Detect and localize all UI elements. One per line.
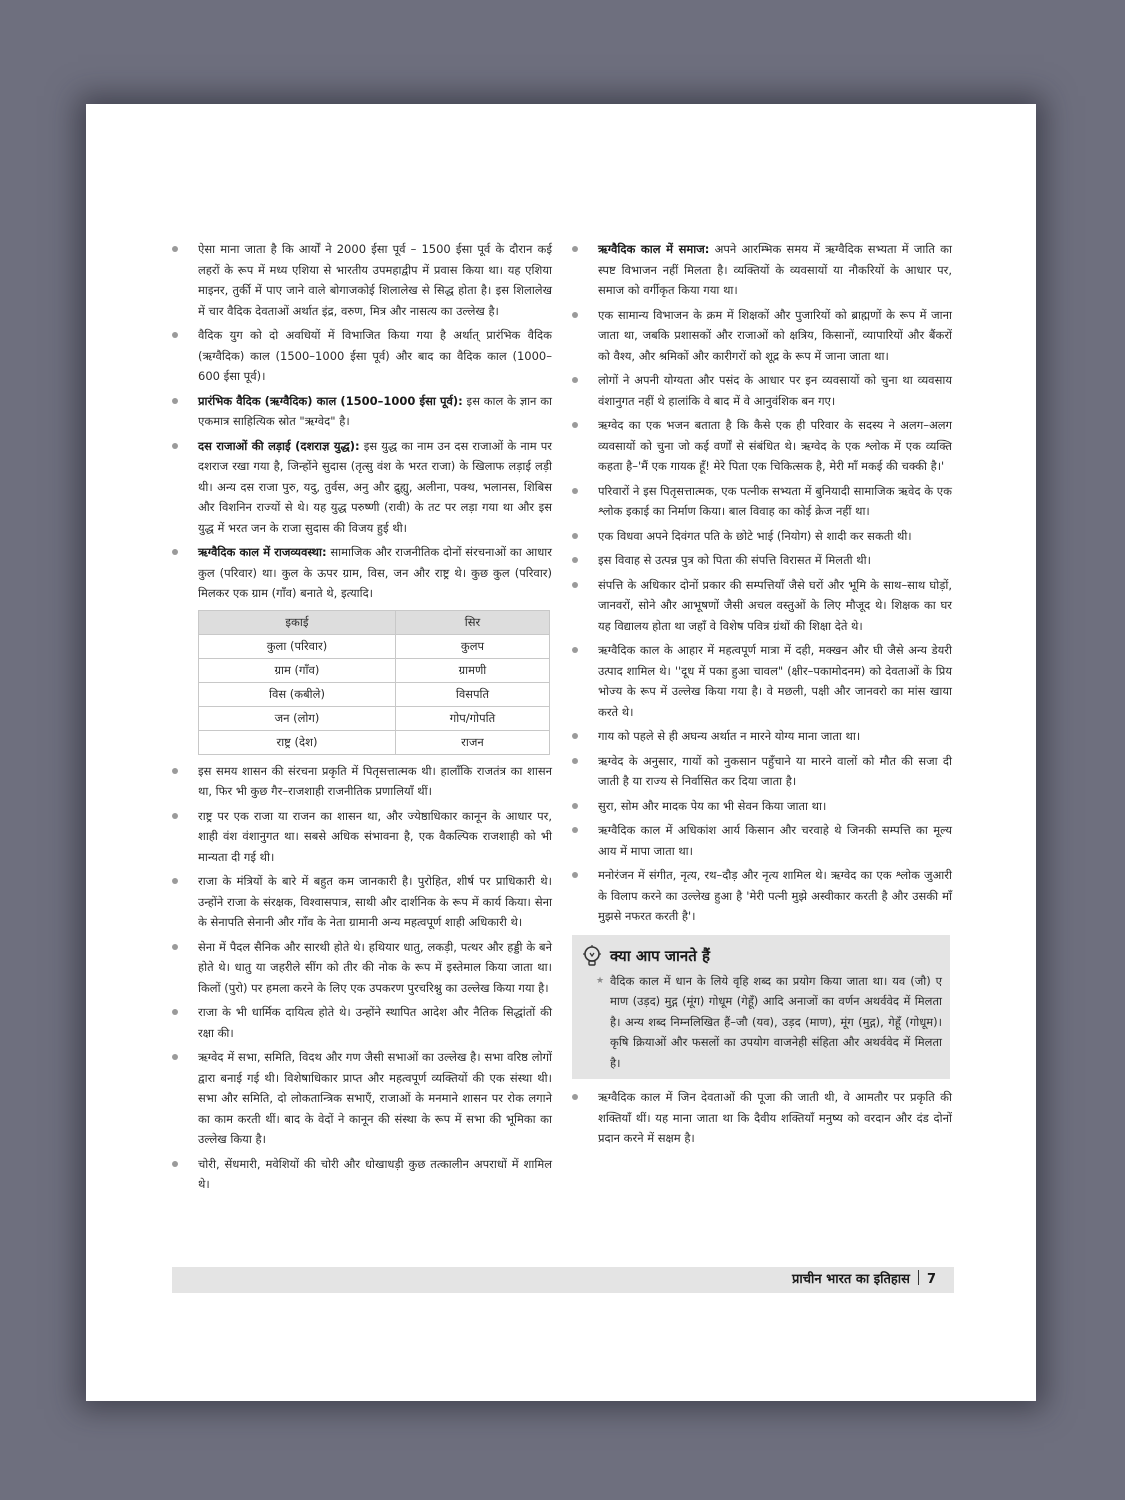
bullet-icon xyxy=(572,557,578,563)
bullet-icon xyxy=(172,246,178,252)
item-text: ऋग्वेद में सभा, समिति, विदथ और गण जैसी सभाओं का उल्लेख है। सभा वरिष्ठ लोगों द्वारा बनाई गई थी। विशेषाधिकार प्राप्त और महत्वपूर्ण व्यक्तियों की एक संस्था थी। सभा और समिति, दो लोकतान्त्रिक सभाएँ, राजाओं के मनमाने शासन पर रोक लगाने का काम करती थीं। बाद के वेदों ने कानून की संस्था के रूप में सभा की भूमिका का उल्लेख किया है। xyxy=(198,1050,552,1146)
item-text: वैदिक युग को दो अवधियों में विभाजित किया गया है अर्थात् प्रारंभिक वैदिक (ऋग्वैदिक) काल (1500–1000 ईसा पूर्व) और बाद का वैदिक काल (1000–600 ईसा पूर्व)। xyxy=(198,328,552,383)
item-text: ऋग्वैदिक काल में अधिकांश आर्य किसान और चरवाहे थे जिनकी सम्पत्ति का मूल्य आय में मापा जाता था। xyxy=(598,823,952,858)
list-item xyxy=(170,325,552,387)
item-heading: प्रारंभिक वैदिक (ऋग्वैदिक) काल (1500–1000 ईसा पूर्व): xyxy=(198,393,463,408)
bullet-icon xyxy=(172,1009,178,1015)
table-row xyxy=(199,634,550,658)
list-item xyxy=(570,305,952,367)
list-item xyxy=(570,550,952,571)
book-title: प्राचीन भारत का इतिहास xyxy=(791,1272,910,1287)
list-item xyxy=(170,1154,552,1195)
table-header-cell: सिर xyxy=(395,610,549,634)
right-column xyxy=(570,239,952,1153)
bullet-icon xyxy=(572,827,578,833)
bullet-icon xyxy=(572,582,578,588)
page-number: 7 xyxy=(926,1272,936,1287)
list-item xyxy=(570,796,952,817)
list-item xyxy=(170,1047,552,1150)
list-item xyxy=(570,526,952,547)
item-text: एक विधवा अपने दिवंगत पति के छोटे भाई (नियोग) से शादी कर सकती थी। xyxy=(598,528,912,543)
bullet-icon xyxy=(172,944,178,950)
list-item xyxy=(570,481,952,522)
list-item xyxy=(570,239,952,301)
bullet-icon xyxy=(572,246,578,252)
table-cell: गोप/गोपति xyxy=(395,706,549,730)
item-heading: ऋग्वैदिक काल में राजव्यवस्था: xyxy=(198,545,327,559)
bullet-icon xyxy=(172,878,178,884)
footer-text xyxy=(792,1267,936,1293)
footer-divider xyxy=(918,1270,919,1285)
list-item xyxy=(170,871,552,933)
item-heading: ऋग्वैदिक काल में समाज: xyxy=(598,242,710,256)
did-you-know-body xyxy=(580,971,942,1074)
table-row xyxy=(199,730,550,754)
list-item xyxy=(570,865,952,927)
bullet-icon xyxy=(572,488,578,494)
bullet-list xyxy=(170,239,552,604)
item-text: राजा के मंत्रियों के बारे में बहुत कम जानकारी है। पुरोहित, शीर्ष पर प्राधिकारी थे। उन्होंने राजा के संरक्षक, विश्वासपात्र, साथी और दार्शनिक के रूप में कार्य किया। सेना के सेनापति सेनानी और गाँव के नेता ग्रामानी अन्य महत्वपूर्ण शाही अधिकारी थे। xyxy=(198,874,552,929)
table-cell: कुला (परिवार) xyxy=(199,634,396,658)
item-text: सेना में पैदल सैनिक और सारथी होते थे। हथियार धातु, लकड़ी, पत्थर और हड्डी के बने होते थे। धातु या जहरीले सींग को तीर की नोक के रूप में इस्तेमाल किया जाता था। किलों (पुरो) पर हमला करने के लिए एक उपकरण पुरचरिश्नु का उल्लेख किया गया है। xyxy=(198,939,552,995)
item-text: परिवारों ने इस पितृसत्तात्मक, एक पत्नीक सभ्यता में बुनियादी सामाजिक ऋवेद के एक श्लोक इकाई का निर्माण किया। बाल विवाह का कोई क्रेज नहीं था। xyxy=(598,483,952,518)
item-text: एक सामान्य विभाजन के क्रम में शिक्षकों और पुजारियों को ब्राह्मणों के रूप में जाना जाता था, जबकि प्रशासकों और राजाओं को क्षत्रिय, किसानों, व्यापारियों और बैंकरों को वैश्य, और श्रमिकों और कारीगरों को शूद्र के रूप में जाना जाता था। xyxy=(598,307,952,363)
item-text: इस युद्ध का नाम उन दस राजाओं के नाम पर दशराज रखा गया है, जिन्होंने सुदास (तृत्सु वंश के भरत राजा) के खिलाफ लड़ाई लड़ी थी। अन्य दस राजा पुरु, यदु, तुर्वस, अनु और द्रुह्यु, अलीना, पक्थ, भलानस, शिबिस और विशनिन राज्यों से थे। यह युद्ध परुष्णी (रावी) के तट पर लड़ा गया था और इस युद्ध में भरत जन के राजा सुदास की विजय हुई थी। xyxy=(198,438,553,535)
bullet-icon xyxy=(572,872,578,878)
book-page xyxy=(86,104,1036,1401)
table-row xyxy=(199,706,550,730)
item-text: चोरी, सेंधमारी, मवेशियों की चोरी और धोखाधड़ी कुछ तत्कालीन अपराधों में शामिल थे। xyxy=(198,1156,552,1191)
bullet-list xyxy=(570,239,952,927)
list-item xyxy=(170,436,552,539)
bullet-icon xyxy=(572,1094,578,1100)
item-text: ऐसा माना जाता है कि आर्यों ने 2000 ईसा पूर्व – 1500 ईसा पूर्व के दौरान कई लहरों के रूप में मध्य एशिया से भारतीय उपमहाद्वीप में प्रवास किया था। यह एशिया माइनर, तुर्की में पाए जाने वाले बोगाजकोई शिलालेख से सिद्ध होता है। इस शिलालेख में चार वैदिक देवताओं अर्थात इंद्र, वरुण, मित्र और नासत्य का उल्लेख है। xyxy=(198,242,552,318)
bullet-icon xyxy=(172,549,178,555)
bullet-icon xyxy=(172,1054,178,1060)
list-item xyxy=(170,542,552,604)
governance-table xyxy=(198,610,550,755)
item-text: अपने आरम्भिक समय में ऋग्वैदिक सभ्यता में जाति का स्पष्ट विभाजन नहीं मिलता है। व्यक्तियों के व्यवसायों या नौकरियों के आधार पर, समाज को वर्गीकृत किया गया था। xyxy=(598,242,952,297)
bullet-icon xyxy=(572,733,578,739)
item-heading: दस राजाओं की लड़ाई (दशराज्ञ युद्ध): xyxy=(198,438,360,453)
table-cell: राष्ट्र (देश) xyxy=(199,730,396,754)
list-item xyxy=(570,370,952,411)
bullet-icon xyxy=(172,443,178,449)
did-you-know-header xyxy=(580,941,942,971)
list-item xyxy=(570,415,952,477)
table-cell: राजन xyxy=(395,730,549,754)
list-item xyxy=(570,820,952,861)
list-item xyxy=(170,806,552,868)
item-text: इस विवाह से उत्पन्न पुत्र को पिता की संपत्ति विरासत में मिलती थी। xyxy=(598,553,871,567)
bullet-icon xyxy=(572,312,578,318)
bullet-icon xyxy=(172,813,178,819)
bullet-icon xyxy=(172,768,178,774)
item-text: सुरा, सोम और मादक पेय का भी सेवन किया जाता था। xyxy=(598,798,827,813)
bullet-icon xyxy=(572,647,578,653)
list-item xyxy=(570,751,952,792)
table-header-row xyxy=(199,610,550,634)
table-header-cell: इकाई xyxy=(199,610,396,634)
bullet-icon xyxy=(172,332,178,338)
star-icon: ★ xyxy=(596,975,605,986)
list-item xyxy=(170,937,552,999)
table-row xyxy=(199,682,550,706)
table-cell: ग्रामणी xyxy=(395,658,549,682)
bullet-list xyxy=(170,761,552,1195)
item-text: इस समय शासन की संरचना प्रकृति में पितृसत्तात्मक थी। हालाँकि राजतंत्र का शासन था, फिर भी कुछ गैर–राजशाही राजनीतिक प्रणालियाँ थीं। xyxy=(198,763,552,798)
item-text: गाय को पहले से ही अघन्य अर्थात न मारने योग्य माना जाता था। xyxy=(598,729,861,743)
item-text: ऋग्वेद का एक भजन बताता है कि कैसे एक ही परिवार के सदस्य ने अलग–अलग व्यवसायों को चुना जो कई वर्णों से संबंधित थे। ऋग्वेद के एक श्लोक में एक व्यक्ति कहता है–'मैं एक गायक हूँ! मेरे पिता एक चिकित्सक है, मेरी माँ मकई की चक्की है।' xyxy=(598,418,952,473)
item-text: सामाजिक और राजनीतिक दोनों संरचनाओं का आधार कुल (परिवार) था। कुल के ऊपर ग्राम, विस, जन और राष्ट्र थे। कुछ कुल (परिवार) मिलकर एक ग्राम (गाँव) बनाते थे, इत्यादि। xyxy=(198,545,552,600)
item-text: राजा के भी धार्मिक दायित्व होते थे। उन्होंने स्थापित आदेश और नैतिक सिद्धांतों की रक्षा की। xyxy=(198,1005,552,1040)
item-text: राष्ट्र पर एक राजा या राजन का शासन था, और ज्येष्ठाधिकार कानून के आधार पर, शाही वंश वंशानुगत था। सबसे अधिक संभावना है, एक वैकल्पिक राजशाही को भी मान्यता दी गई थी। xyxy=(198,808,552,864)
bullet-list xyxy=(570,1087,952,1149)
bullet-icon xyxy=(572,758,578,764)
item-text: ऋग्वैदिक काल में जिन देवताओं की पूजा की जाती थी, वे आमतौर पर प्रकृति की शक्तियाँ थीं। यह माना जाता था कि दैवीय शक्तियाँ मनुष्य को वरदान और दंड दोनों प्रदान करने में सक्षम है। xyxy=(598,1090,952,1145)
left-column xyxy=(170,239,552,1199)
list-item xyxy=(570,1087,952,1149)
list-item xyxy=(570,726,952,747)
table-cell: विसपति xyxy=(395,682,549,706)
list-item xyxy=(570,640,952,722)
list-item xyxy=(170,391,552,432)
list-item xyxy=(170,1002,552,1043)
bullet-icon xyxy=(172,398,178,404)
did-you-know-box xyxy=(572,935,950,1080)
did-you-know-title: क्या आप जानते हैं xyxy=(610,946,710,965)
table-cell: विस (कबीले) xyxy=(199,682,396,706)
list-item xyxy=(170,761,552,802)
bullet-icon xyxy=(572,377,578,383)
item-text: लोगों ने अपनी योग्यता और पसंद के आधार पर इन व्यवसायों को चुना था व्यवसाय वंशानुगत नहीं थे हालांकि वे बाद में वे आनुवंशिक बन गए। xyxy=(598,373,952,408)
table-cell: जन (लोग) xyxy=(199,706,396,730)
bullet-icon xyxy=(572,533,578,539)
item-text: इस काल के ज्ञान का एकमात्र साहित्यिक स्रोत "ऋग्वेद" है। xyxy=(198,393,553,428)
table-row xyxy=(199,658,550,682)
list-item xyxy=(170,239,552,321)
list-item xyxy=(570,575,952,637)
bullet-icon xyxy=(172,1161,178,1167)
item-text: ऋग्वेद के अनुसार, गायों को नुकसान पहुँचाने या मारने वालों को मौत की सजा दी जाती है या राज्य से निर्वासित कर दिया जाता है। xyxy=(598,753,952,788)
bullet-icon xyxy=(572,422,578,428)
page-footer xyxy=(172,1267,954,1293)
bullet-icon xyxy=(572,803,578,809)
table-cell: ग्राम (गाँव) xyxy=(199,658,396,682)
did-you-know-text: वैदिक काल में धान के लिये वृहि शब्द का प्रयोग किया जाता था। यव (जौ) ए माण (उड़द) मुद्ग (मूंग) गोधूम (गेहूँ) आदि अनाजों का वर्णन अथर्ववेद में मिलता है। अन्य शब्द निम्नलिखित हैं–जौ (यव), उड़द (माण), मूंग (मुद्ग), गेहूँ (गोधूम)। कृषि क्रियाओं और फसलों का उपयोग वाजनेही संहिता और अथर्ववेद में मिलता है। xyxy=(610,973,942,1070)
table-cell: कुलप xyxy=(395,634,549,658)
lightbulb-icon xyxy=(580,944,604,968)
item-text: ऋग्वैदिक काल के आहार में महत्वपूर्ण मात्रा में दही, मक्खन और घी जैसे अन्य डेयरी उत्पाद शामिल थे। ''दूध में पका हुआ चावल" (क्षीर–पकामोदनम) को देवताओं के प्रिय भोज्य के रूप में उल्लेख किया गया है। वे मछली, पक्षी और जानवरो का मांस खाया करते थे। xyxy=(598,643,952,719)
item-text: मनोरंजन में संगीत, नृत्य, रथ–दौड़ और नृत्य शामिल थे। ऋग्वेद का एक श्लोक जुआरी के विलाप करने का उल्लेख हुआ है 'मेरी पत्नी मुझे अस्वीकार करती है और उसकी माँ मुझसे नफरत करती है'। xyxy=(598,868,952,923)
item-text: संपत्ति के अधिकार दोनों प्रकार की सम्पत्तियाँ जैसे घरों और भूमि के साथ–साथ घोड़ों, जानवरों, सोने और आभूषणों जैसी अचल वस्तुओं के लिए मौजूद थे। शिक्षक का घर यह विद्यालय होता था जहाँ वे विशेष पवित्र ग्रंथों की शिक्षा देते थे। xyxy=(598,577,952,633)
